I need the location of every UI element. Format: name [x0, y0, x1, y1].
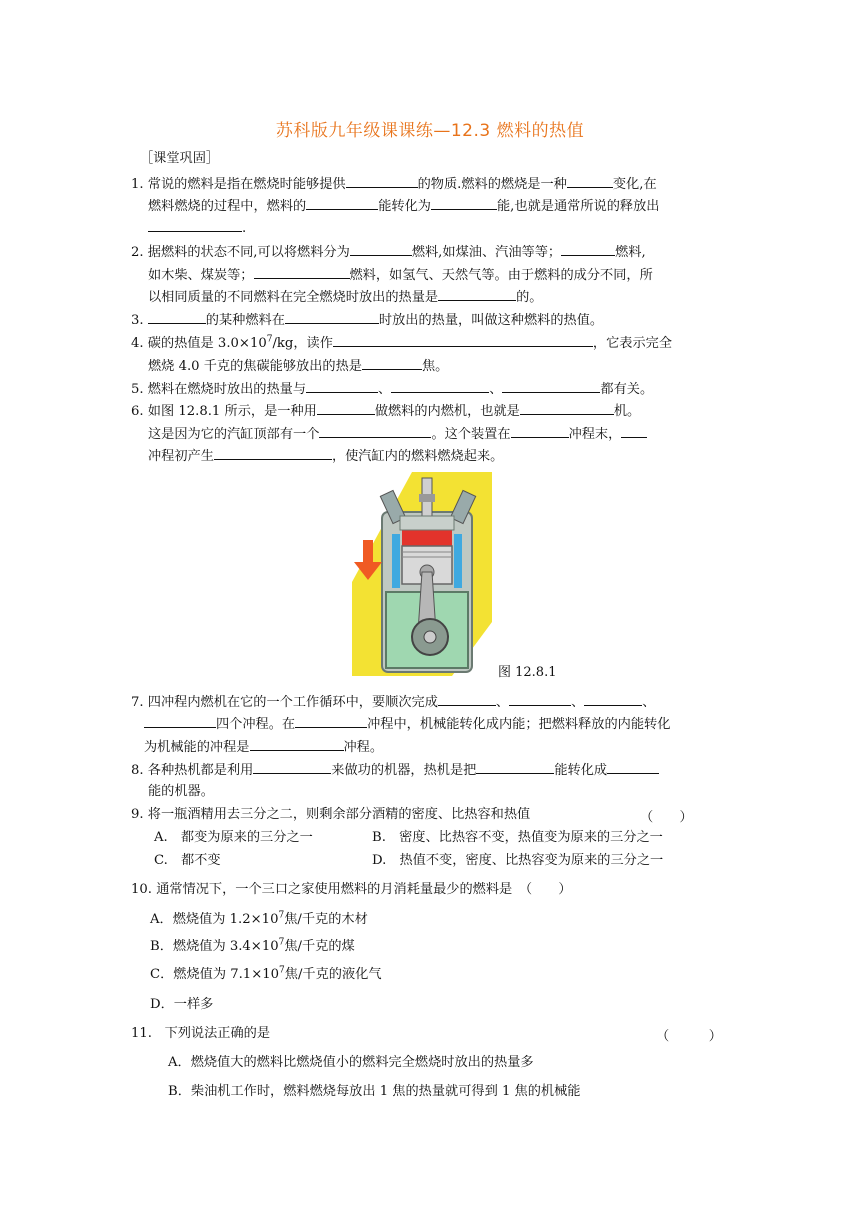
section-label: ［课堂巩固］: [140, 151, 220, 166]
question-2-line-1: 2. 据燃料的状态不同,可以将燃料分为 燃料,如煤油、汽油等等； 燃料,: [131, 245, 646, 260]
question-3: 3. 的某种燃料在 时放出的热量，叫做这种燃料的热值。: [131, 313, 604, 328]
question-8-line-1: 8. 各种热机都是利用 来做功的机器，热机是把 能转化成: [131, 761, 659, 780]
question-7-line-2: 四个冲程。在 冲程中，机械能转化成内能；把燃料释放的内能转化: [144, 715, 670, 734]
question-1-line-3: .: [148, 219, 246, 238]
question-11-option-b: B．柴油机工作时，燃料燃烧每放出 1 焦的热量就可得到 1 焦的机械能: [168, 1084, 581, 1099]
question-6-line-2: 这是因为它的汽缸顶部有一个 。这个装置在 冲程末，: [148, 425, 647, 444]
question-9-option-a: A. 都变为原来的三分之一: [154, 830, 313, 845]
question-9-option-d: D. 热值不变，密度、比热容变为原来的三分之一: [372, 853, 664, 868]
question-10-option-a: A．燃烧值为 $1.2\times 10^7$焦/千克的木材: [150, 910, 368, 927]
question-11-answer-bracket: （ ）: [656, 1029, 722, 1044]
question-5: 5. 燃料在燃烧时放出的热量与 、 、 都有关。: [131, 382, 654, 397]
question-10-stem: 10. 通常情况下，一个三口之家使用燃料的月消耗量最少的燃料是 （ ）: [131, 882, 572, 897]
question-7-line-1: 7. 四冲程内燃机在它的一个工作循环中，要顺次完成 、 、 、: [131, 695, 656, 710]
question-9-option-b: B. 密度、比热容不变，热值变为原来的三分之一: [372, 830, 663, 845]
question-11-stem: 11. 下列说法正确的是: [131, 1026, 271, 1041]
question-2-line-2: 如木柴、煤炭等； 燃料，如氢气、天然气等。由于燃料的成分不同，所: [148, 268, 653, 283]
question-10-option-d: D．一样多: [150, 997, 214, 1012]
question-4-line-1: 4. 碳的热值是 $3.0\times 10^7/kg$，读作 ，它表示完全: [131, 334, 673, 351]
question-1-line-2: 燃料燃烧的过程中，燃料的 能转化为 能,也就是通常所说的释放出: [148, 199, 660, 214]
question-10-option-c: C．燃烧值为 $7.1\times 10^7$焦/千克的液化气: [150, 965, 382, 982]
figure-caption: 图 12.8.1: [498, 665, 557, 680]
question-6-line-1: 6. 如图 12.8.1 所示，是一种用 做燃料的内燃机，也就是 机。: [131, 404, 641, 419]
question-8-line-2: 能的机器。: [148, 784, 214, 799]
question-4-line-2: 燃烧 4.0 千克的焦碳能够放出的热是 焦。: [148, 359, 449, 374]
question-2-line-3: 以相同质量的不同燃料在完全燃烧时放出的热量是 的。: [148, 290, 543, 305]
question-7-line-3: 为机械能的冲程是 冲程。: [144, 740, 384, 755]
question-9-stem: 9. 将一瓶酒精用去三分之二，则剩余部分酒精的密度、比热容和热值: [131, 807, 531, 822]
down-arrow-icon: [354, 540, 382, 580]
page-title: 苏科版九年级课课练—12.3 燃料的热值: [275, 121, 585, 141]
question-9-option-c: C. 都不变: [154, 853, 221, 868]
question-11-option-a: A．燃烧值大的燃料比燃烧值小的燃料完全燃烧时放出的热量多: [168, 1055, 534, 1070]
question-9-answer-bracket: （ ）: [640, 810, 693, 825]
question-1-line-1: 1. 常说的燃料是指在燃烧时能够提供 的物质.燃料的燃烧是一种 变化,在: [131, 177, 657, 192]
question-6-line-3: 冲程初产生 ，使汽缸内的燃料燃烧起来。: [148, 449, 504, 464]
question-10-option-b: B．燃烧值为 $3.4\times 10^7$焦/千克的煤: [150, 937, 355, 954]
